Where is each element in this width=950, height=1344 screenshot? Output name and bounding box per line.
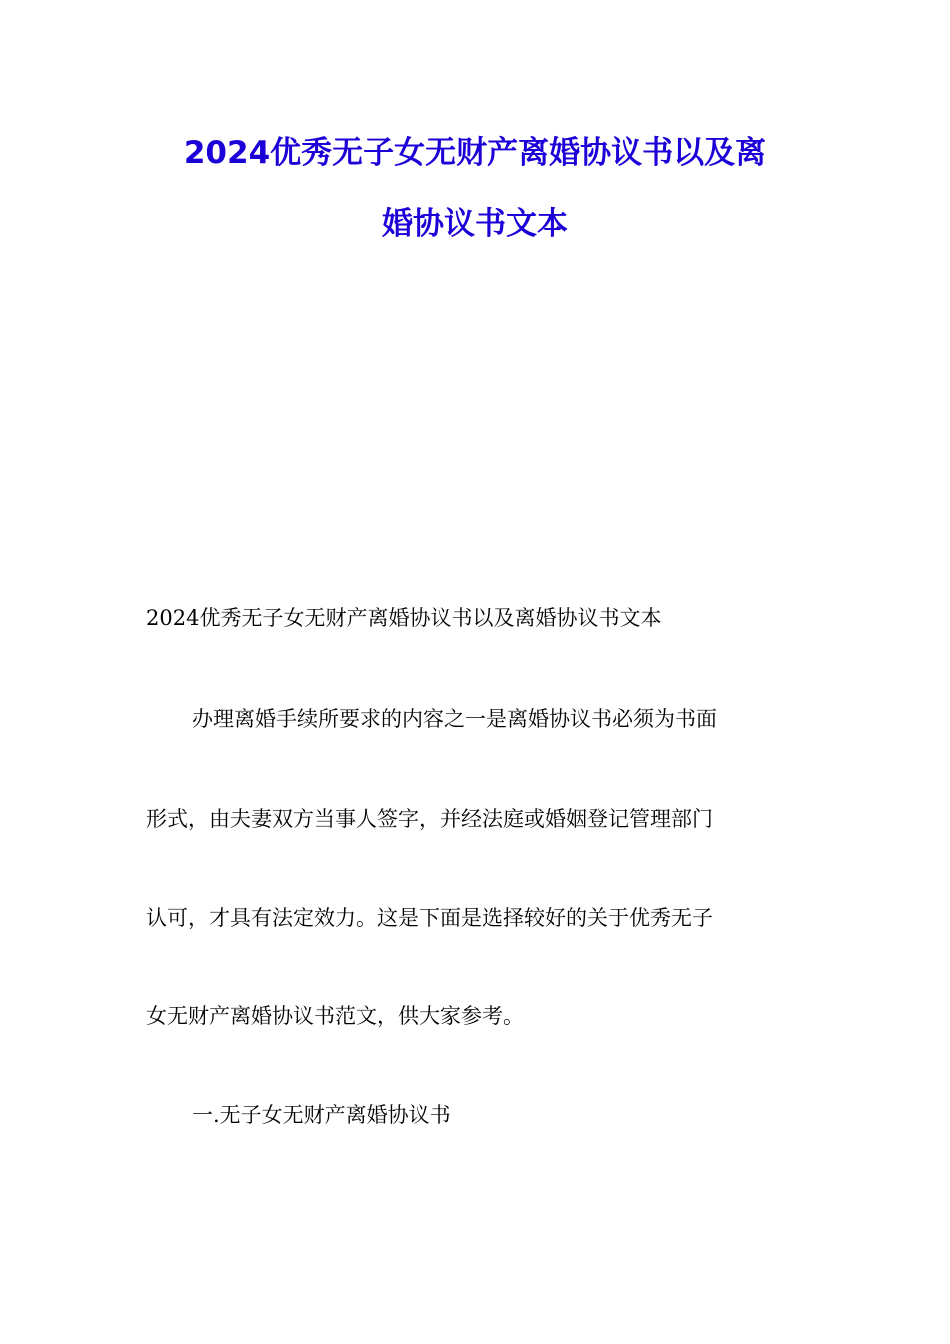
document-subtitle: 2024优秀无子女无财产离婚协议书以及离婚协议书文本: [146, 606, 662, 630]
intro-paragraph-line-3: 认可，才具有法定效力。这是下面是选择较好的关于优秀无子: [146, 906, 713, 930]
intro-paragraph-line-4: 女无财产离婚协议书范文，供大家参考。: [146, 1004, 524, 1028]
document-title-line-1: 2024优秀无子女无财产离婚协议书以及离: [183, 135, 767, 171]
section-heading: 一.无子女无财产离婚协议书: [192, 1103, 451, 1127]
intro-paragraph-line-1: 办理离婚手续所要求的内容之一是离婚协议书必须为书面: [192, 707, 717, 731]
document-title-line-2: 婚协议书文本: [382, 206, 568, 242]
intro-paragraph-line-2: 形式，由夫妻双方当事人签字，并经法庭或婚姻登记管理部门: [146, 807, 713, 831]
